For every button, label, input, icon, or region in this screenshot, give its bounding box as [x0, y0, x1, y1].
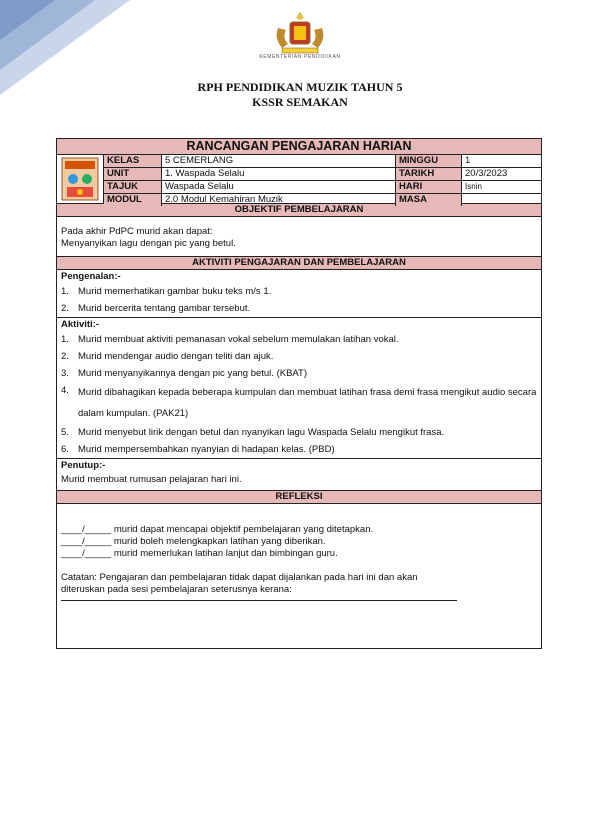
list-item: 5. Murid menyebut lirik dengan betul dan nyanyikan lagu Waspada Selalu mengikut frasa.	[61, 427, 445, 438]
label-hari: HARI	[396, 181, 462, 193]
list-item: 6. Murid mempersembahkan nyanyian di hadapan kelas. (PBD)	[61, 444, 335, 455]
label-minggu: MINGGU	[396, 155, 462, 167]
catatan-line-2: diteruskan pada sesi pembelajaran seterusnya kerana:	[61, 584, 292, 595]
pengenalan-list	[61, 283, 537, 317]
pengenalan-section	[57, 270, 541, 318]
info-row-unit	[104, 168, 541, 181]
label-kelas: KELAS	[104, 155, 162, 167]
penutup-text: Murid membuat rumusan pelajaran hari ini.	[61, 474, 242, 485]
penutup-section	[57, 459, 541, 491]
value-modul: 2.0 Modul Kemahiran Muzik	[162, 194, 396, 206]
list-item: 2. Murid mendengar audio dengan teliti dan ajuk.	[61, 351, 274, 362]
value-minggu: 1	[465, 155, 471, 166]
aktiviti-subheading: Aktiviti:-	[61, 319, 99, 330]
refleksi-heading: REFLEKSI	[57, 491, 541, 504]
info-row-tajuk	[104, 181, 541, 194]
book-cover-icon	[57, 155, 104, 203]
catatan-line-1: Catatan: Pengajaran dan pembelajaran tidak dapat dijalankan pada hari ini dan akan	[61, 572, 418, 583]
value-masa	[462, 194, 541, 206]
value-tajuk: Waspada Selalu	[162, 181, 396, 193]
list-item: 1. Murid memerhatikan gambar buku teks m/s 1.	[61, 286, 272, 297]
aktiviti-heading: AKTIVITI PENGAJARAN DAN PEMBELAJARAN	[57, 257, 541, 270]
aktiviti-section	[57, 318, 541, 459]
objektif-section	[57, 217, 541, 257]
refleksi-line-2: ____/_____ murid boleh melengkapkan latihan yang diberikan.	[61, 536, 326, 547]
objektif-line-2: Menyanyikan lagu dengan pic yang betul.	[61, 238, 236, 249]
title-line-1: RPH PENDIDIKAN MUZIK TAHUN 5	[197, 80, 403, 94]
refleksi-section	[57, 504, 541, 603]
crest-icon	[268, 8, 332, 58]
label-masa: MASA	[396, 194, 462, 206]
value-hari: Isnin	[465, 182, 482, 191]
aktiviti-list	[61, 331, 537, 458]
label-tarikh: TARIKH	[396, 168, 462, 180]
page-title	[0, 80, 600, 110]
list-item: 1. Murid membuat aktiviti pemanasan vokal sebelum memulakan latihan vokal.	[61, 334, 399, 345]
pengenalan-heading: Pengenalan:-	[61, 271, 121, 282]
list-item: 2. Murid bercerita tentang gambar tersebut.	[61, 303, 251, 314]
value-kelas: 5 CEMERLANG	[162, 155, 396, 167]
list-item: 4. Murid dibahagikan kepada beberapa kumpulan dan membuat latihan frasa demi frasa mengikut audio secara dalam kumpulan. (PAK21)	[61, 385, 537, 419]
list-item: 3. Murid menyanyikannya dengan pic yang betul. (KBAT)	[61, 368, 308, 379]
title-line-2: KSSR SEMAKAN	[252, 95, 348, 109]
signature-line	[61, 600, 457, 601]
ministry-name: KEMENTERIAN PENDIDIKAN	[259, 54, 341, 60]
info-table	[57, 155, 541, 204]
lesson-plan-document	[56, 138, 542, 649]
info-row-kelas	[104, 155, 541, 168]
label-modul: MODUL	[104, 194, 162, 206]
refleksi-line-1: ____/_____ murid dapat mencapai objektif pembelajaran yang ditetapkan.	[61, 524, 374, 535]
main-title: RANCANGAN PENGAJARAN HARIAN	[57, 139, 541, 155]
value-unit: 1. Waspada Selalu	[162, 168, 396, 180]
penutup-heading: Penutup:-	[61, 460, 106, 471]
value-tarikh: 20/3/2023	[465, 168, 508, 179]
objektif-line-1: Pada akhir PdPC murid akan dapat:	[61, 226, 213, 237]
objektif-heading: OBJEKTIF PEMBELAJARAN	[57, 204, 541, 217]
label-unit: UNIT	[104, 168, 162, 180]
label-tajuk: TAJUK	[104, 181, 162, 193]
refleksi-line-3: ____/_____ murid memerlukan latihan lanjut dan bimbingan guru.	[61, 548, 338, 559]
